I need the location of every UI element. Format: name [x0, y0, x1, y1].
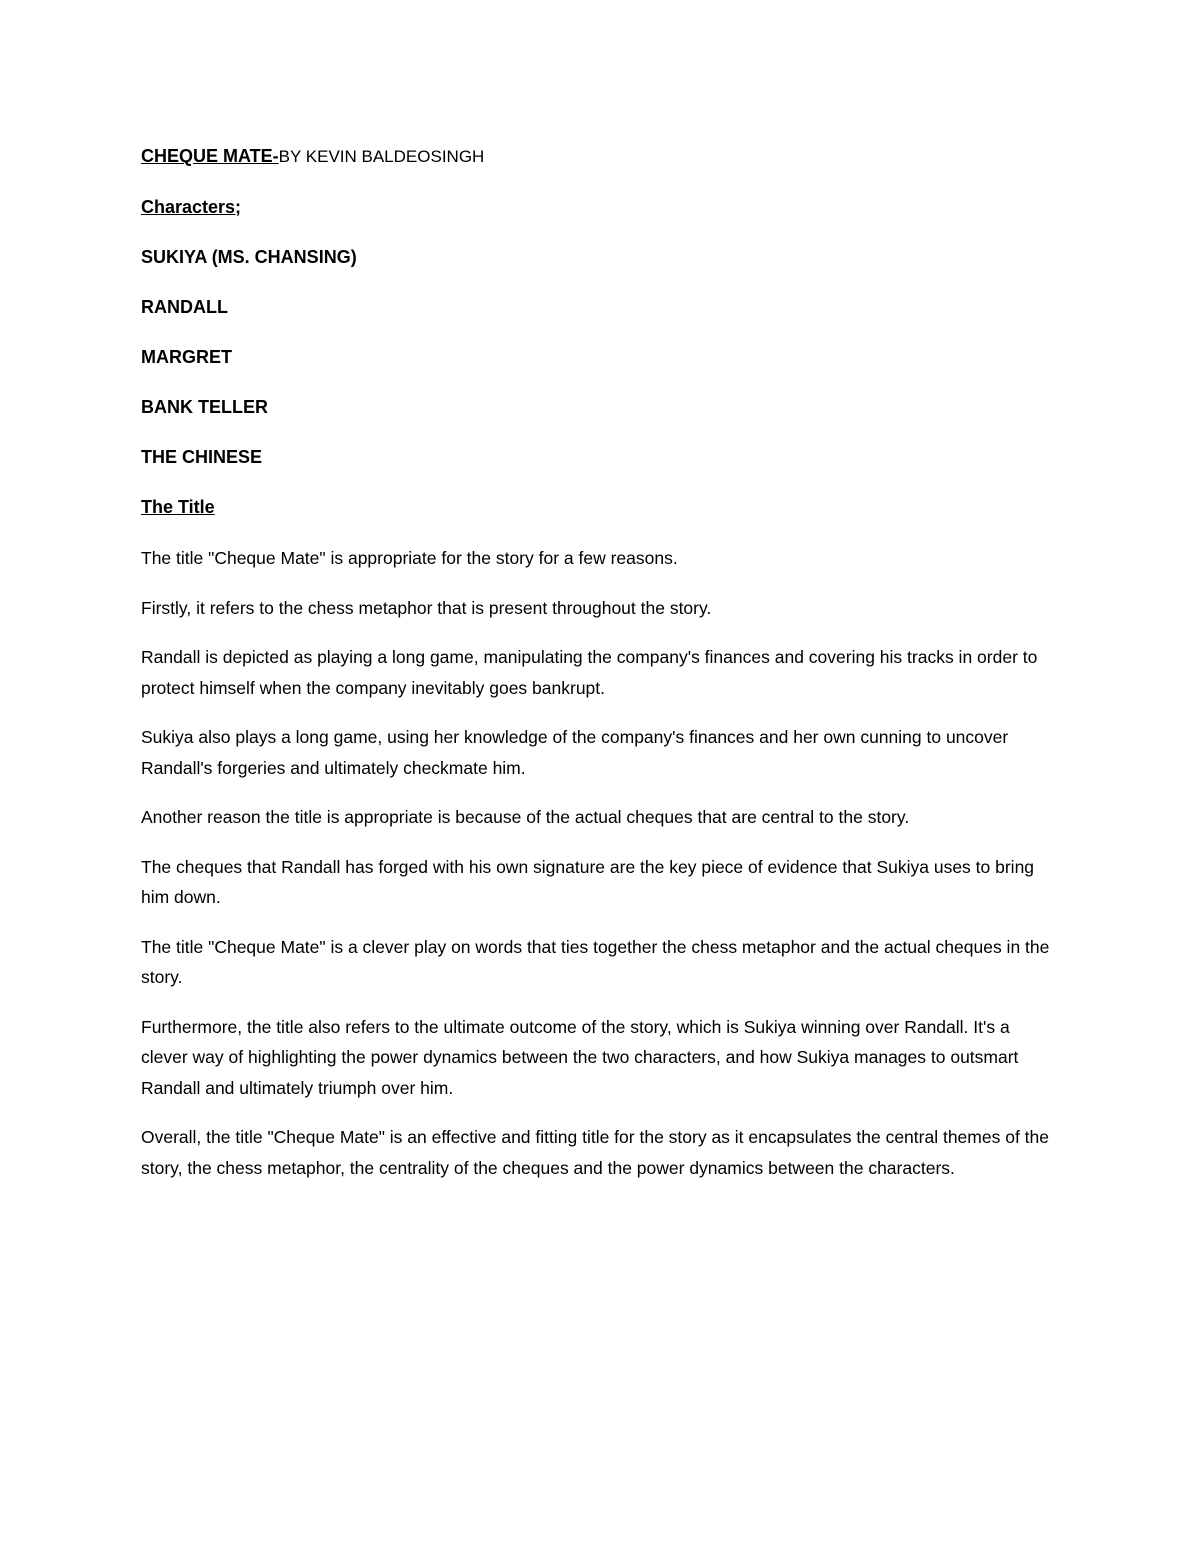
document-title: CHEQUE MATE-	[141, 146, 279, 166]
characters-heading: Characters;	[141, 197, 242, 217]
document-byline: BY KEVIN BALDEOSINGH	[278, 147, 485, 166]
title-section-heading: The Title	[141, 497, 215, 517]
characters-list	[141, 243, 1061, 471]
body-paragraph: Furthermore, the title also refers to the ultimate outcome of the story, which is Sukiya winning over Randall. It's a clever way of highlighting the power dynamics between the two characters, and how Sukiya manages to outsmart Randall and ultimately triumph over him.	[141, 1016, 1019, 1098]
document-page	[141, 142, 1061, 1202]
body-paragraph: Randall is depicted as playing a long game, manipulating the company's finances and covering his tracks in order to protect himself when the company inevitably goes bankrupt.	[141, 647, 1038, 698]
character-item: THE CHINESE	[141, 447, 263, 467]
body-paragraph: The cheques that Randall has forged with his own signature are the key piece of evidence that Sukiya uses to bring him down.	[141, 856, 1035, 907]
body-paragraph: Another reason the title is appropriate is because of the actual cheques that are central to the story.	[141, 807, 910, 827]
character-item: SUKIYA (MS. CHANSING)	[141, 247, 357, 267]
body-paragraph: The title "Cheque Mate" is appropriate for the story for a few reasons.	[141, 548, 678, 568]
character-item: RANDALL	[141, 297, 228, 317]
body-paragraph: Firstly, it refers to the chess metaphor that is present throughout the story.	[141, 597, 712, 618]
character-item: BANK TELLER	[141, 397, 268, 417]
body-paragraph: Sukiya also plays a long game, using her knowledge of the company's finances and her own cunning to uncover Randall's forgeries and ultimately checkmate him.	[141, 727, 1009, 778]
document-title-line	[141, 142, 1061, 171]
body-paragraph: The title "Cheque Mate" is a clever play on words that ties together the chess metaphor and the actual cheques in the story.	[141, 936, 1050, 987]
character-item: MARGRET	[141, 347, 232, 367]
body-paragraph: Overall, the title "Cheque Mate" is an effective and fitting title for the story as it encapsulates the central themes of the story, the chess metaphor, the centrality of the cheques and the power dynamics between the characters.	[141, 1127, 1050, 1178]
